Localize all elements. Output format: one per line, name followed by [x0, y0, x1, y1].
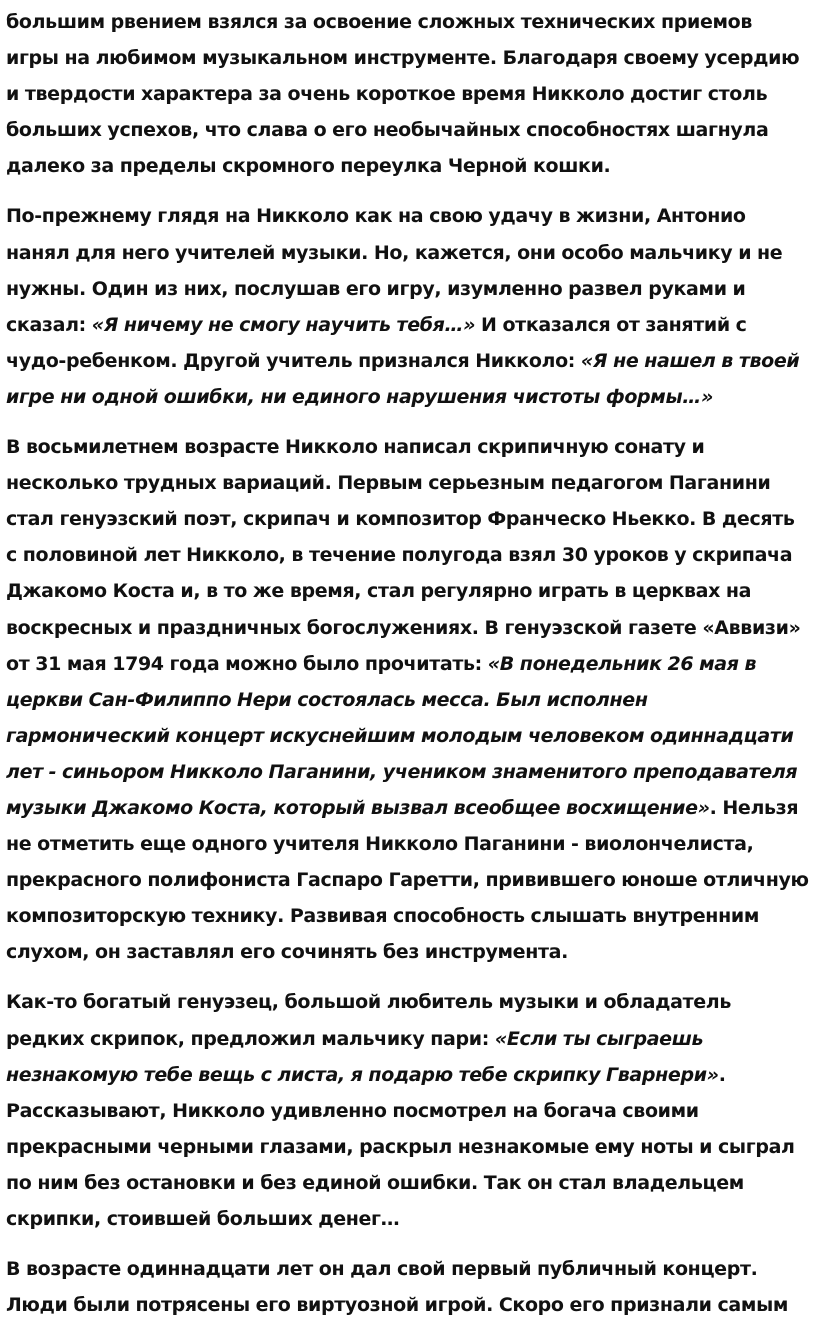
paragraph-3-text-2: . Нельзя не отметить еще одного учителя Никколо Паганини - виолончелиста, прекрасного полифониста Гаспаро Гаретти, привившего юноше отличную композиторскую технику. Развивая способность слышать внутренним слухом, он заставлял его сочинять без инструмента.: [6, 796, 809, 964]
paragraph-4-quote: «Если ты сыграешь незнакомую тебе вещь с листа, я подарю тебе скрипку Гварнери»: [6, 1027, 719, 1086]
paragraph-1: [6, 4, 810, 184]
paragraph-5: [6, 1251, 810, 1323]
paragraph-2-quote-1: «Я ничему не смогу научить тебя…»: [91, 313, 476, 336]
paragraph-1-text: большим рвением взялся за освоение сложных технических приемов игры на любимом музыкальном инструменте. Благодаря своему усердию и твердости характера за очень короткое время Никколо достиг столь больших успехов, что слава о его необычайных способностях шагнула далеко за пределы скромного переулка Черной кошки.: [6, 11, 800, 178]
paragraph-4-text-2: . Рассказывают, Никколо удивленно посмотрел на богача своими прекрасными черными глазами, раскрыл незнакомые ему ноты и сыграл по ним без остановки и без единой ошибки. Так он стал владельцем скрипки, стоившей больших денег…: [6, 1063, 795, 1230]
paragraph-2-text-1: По-прежнему глядя на Никколо как на свою удачу в жизни, Антонио нанял для него учителей музыки. Но, кажется, они особо мальчику и не нужны. Один из них, послушав его игру, изумленно развел руками и сказал:: [6, 205, 783, 336]
paragraph-4: [6, 984, 810, 1237]
paragraph-2-quote-2: «Я не нашел в твоей игре ни одной ошибки, ни единого нарушения чистоты формы…»: [6, 349, 800, 408]
paragraph-2: [6, 198, 810, 415]
paragraph-3-quote: «В понедельник 26 мая в церкви Сан-Филиппо Нери состоялась месса. Был исполнен гармонический концерт искуснейшим молодым человеком одиннадцати лет - синьором Никколо Паганини, учеником знаменитого преподавателя музыки Джакомо Коста, который вызвал всеобщее восхищение»: [6, 652, 798, 819]
paragraph-3: [6, 429, 810, 970]
paragraph-2-text-2: И отказался от занятий с чудо-ребенком. Другой учитель признался Никколо:: [6, 313, 747, 372]
paragraph-4-text-1: Как-то богатый генуэзец, большой любитель музыки и обладатель редких скрипок, предложил мальчику пари:: [6, 991, 732, 1050]
paragraph-5-text: В возрасте одиннадцати лет он дал свой первый публичный концерт. Люди были потрясены его виртуозной игрой. Скоро его признали самым: [6, 1258, 789, 1317]
paragraph-3-text-1: В восьмилетнем возрасте Никколо написал скрипичную сонату и несколько трудных вариаций. Первым серьезным педагогом Паганини стал генуэзский поэт, скрипач и композитор Франческо Ньекко. В десять с половиной лет Никколо, в течение полугода взял 30 уроков у скрипача Джакомо Коста и, в то же время, стал регулярно играть в церквах на воскресных и праздничных богослужениях. В генуэзской газете «Аввизи» от 31 мая 1794 года можно было прочитать:: [6, 436, 801, 675]
